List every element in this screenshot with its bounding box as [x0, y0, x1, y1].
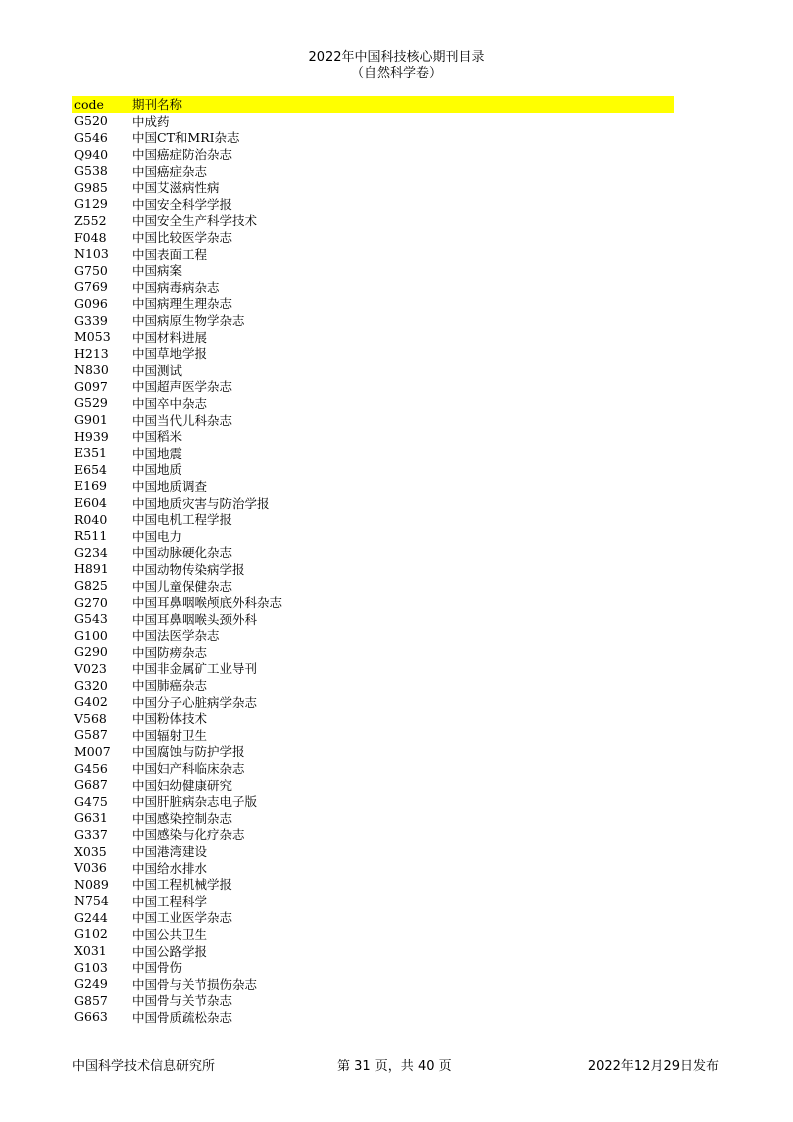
journal-code: M007 [74, 743, 111, 759]
journal-name: 中国安全生产科学技术 [132, 213, 258, 229]
journal-code: G234 [74, 544, 108, 560]
journal-code: R040 [74, 511, 108, 527]
table-row [72, 478, 674, 495]
journal-code: E604 [74, 495, 107, 511]
table-row [72, 826, 674, 843]
journal-name: 中国CT和MRI杂志 [132, 130, 240, 146]
journal-code: R511 [74, 528, 108, 544]
journal-name: 中国感染与化疗杂志 [132, 827, 245, 843]
table-row [72, 810, 674, 827]
journal-code: X035 [74, 843, 107, 859]
journal-name: 中国动脉硬化杂志 [132, 545, 233, 561]
table-row [72, 527, 674, 544]
journal-name: 中国工程科学 [132, 893, 208, 909]
table-row [72, 162, 674, 179]
table-row [72, 760, 674, 777]
journal-name: 中国感染控制杂志 [132, 810, 233, 826]
journal-name: 中国腐蚀与防护学报 [132, 744, 245, 760]
journal-name: 中国工程机械学报 [132, 877, 233, 893]
journal-name: 中国法医学杂志 [132, 628, 220, 644]
footer-page-number: 第 31 页，共 40 页 [337, 1059, 452, 1074]
table-row [72, 262, 674, 279]
table-row [72, 627, 674, 644]
journal-table [72, 96, 674, 1025]
table-row [72, 843, 674, 860]
journal-code: E351 [74, 445, 107, 461]
journal-name: 中国妇产科临床杂志 [132, 761, 245, 777]
table-row [72, 345, 674, 362]
journal-code: G337 [74, 826, 108, 842]
table-header-row [72, 96, 674, 113]
column-header-code: code [74, 96, 104, 112]
journal-name: 中国当代儿科杂志 [132, 412, 233, 428]
journal-code: G097 [74, 378, 108, 394]
journal-code: G270 [74, 594, 108, 610]
journal-name: 中国肝脏病杂志电子版 [132, 794, 258, 810]
journal-code: G901 [74, 412, 108, 428]
journal-code: G663 [74, 1009, 108, 1025]
table-row [72, 129, 674, 146]
table-row [72, 644, 674, 661]
table-row [72, 229, 674, 246]
journal-code: N103 [74, 246, 109, 262]
journal-name: 中国癌症防治杂志 [132, 147, 233, 163]
journal-name: 中国分子心脏病学杂志 [132, 694, 258, 710]
journal-name: 中国港湾建设 [132, 844, 208, 860]
journal-name: 中国公共卫生 [132, 926, 208, 942]
journal-code: M053 [74, 329, 111, 345]
journal-name: 中国耳鼻咽喉头颈外科 [132, 611, 258, 627]
table-row [72, 975, 674, 992]
journal-code: H891 [74, 561, 109, 577]
journal-name: 中国卒中杂志 [132, 395, 208, 411]
table-row [72, 992, 674, 1009]
journal-code: X031 [74, 943, 107, 959]
journal-name: 中成药 [132, 113, 170, 129]
table-row [72, 245, 674, 262]
table-row [72, 909, 674, 926]
journal-code: E169 [74, 478, 107, 494]
journal-name: 中国病原生物学杂志 [132, 313, 245, 329]
journal-code: G750 [74, 262, 108, 278]
table-row [72, 893, 674, 910]
table-row [72, 461, 674, 478]
journal-code: G103 [74, 959, 108, 975]
journal-name: 中国安全科学学报 [132, 196, 233, 212]
table-row [72, 146, 674, 163]
table-row [72, 677, 674, 694]
journal-name: 中国工业医学杂志 [132, 910, 233, 926]
journal-name: 中国公路学报 [132, 943, 208, 959]
journal-code: E654 [74, 461, 107, 477]
journal-name: 中国防痨杂志 [132, 644, 208, 660]
table-row [72, 727, 674, 744]
table-body [72, 113, 674, 1026]
column-header-name: 期刊名称 [132, 97, 183, 113]
journal-code: G687 [74, 777, 108, 793]
journal-code: Z552 [74, 212, 107, 228]
journal-code: G096 [74, 295, 108, 311]
table-row [72, 544, 674, 561]
table-row [72, 660, 674, 677]
journal-code: G290 [74, 644, 108, 660]
journal-code: G543 [74, 611, 108, 627]
table-row [72, 395, 674, 412]
journal-name: 中国病案 [132, 263, 183, 279]
table-row [72, 362, 674, 379]
journal-code: G475 [74, 793, 108, 809]
table-row [72, 411, 674, 428]
journal-name: 中国材料进展 [132, 329, 208, 345]
journal-code: G102 [74, 926, 108, 942]
journal-name: 中国电机工程学报 [132, 512, 233, 528]
journal-name: 中国地质调查 [132, 478, 208, 494]
table-row [72, 859, 674, 876]
table-row [72, 494, 674, 511]
journal-code: F048 [74, 229, 107, 245]
table-row [72, 312, 674, 329]
journal-name: 中国表面工程 [132, 246, 208, 262]
journal-code: G456 [74, 760, 108, 776]
journal-code: G529 [74, 395, 108, 411]
table-row [72, 295, 674, 312]
journal-code: V023 [74, 660, 107, 676]
journal-name: 中国辐射卫生 [132, 727, 208, 743]
journal-code: G129 [74, 196, 108, 212]
journal-name: 中国比较医学杂志 [132, 230, 233, 246]
table-row [72, 378, 674, 395]
document-title: 2022年中国科技核心期刊目录 [308, 50, 485, 65]
journal-name: 中国地质灾害与防治学报 [132, 495, 270, 511]
table-row [72, 942, 674, 959]
table-row [72, 776, 674, 793]
table-row [72, 577, 674, 594]
journal-code: N089 [74, 876, 109, 892]
journal-name: 中国癌症杂志 [132, 163, 208, 179]
journal-code: V036 [74, 860, 107, 876]
journal-name: 中国妇幼健康研究 [132, 777, 233, 793]
table-row [72, 710, 674, 727]
table-row [72, 959, 674, 976]
table-row [72, 428, 674, 445]
journal-code: G520 [74, 113, 108, 129]
journal-name: 中国超声医学杂志 [132, 379, 233, 395]
journal-name: 中国草地学报 [132, 346, 208, 362]
journal-name: 中国测试 [132, 362, 183, 378]
table-row [72, 561, 674, 578]
journal-code: G249 [74, 976, 108, 992]
journal-code: G320 [74, 677, 108, 693]
journal-name: 中国病毒病杂志 [132, 279, 220, 295]
document-subtitle: （自然科学卷） [350, 66, 442, 81]
table-row [72, 693, 674, 710]
journal-name: 中国给水排水 [132, 860, 208, 876]
table-row [72, 179, 674, 196]
journal-name: 中国骨伤 [132, 960, 183, 976]
journal-name: 中国电力 [132, 528, 183, 544]
table-row [72, 610, 674, 627]
footer-publisher: 中国科学技术信息研究所 [72, 1059, 216, 1074]
journal-code: H213 [74, 345, 109, 361]
table-row [72, 444, 674, 461]
journal-name: 中国肺癌杂志 [132, 678, 208, 694]
journal-code: N754 [74, 893, 109, 909]
table-row [72, 279, 674, 296]
journal-name: 中国艾滋病性病 [132, 180, 220, 196]
journal-name: 中国稻米 [132, 429, 183, 445]
journal-code: V568 [74, 710, 107, 726]
journal-code: G100 [74, 627, 108, 643]
journal-code: G244 [74, 909, 108, 925]
table-row [72, 876, 674, 893]
journal-name: 中国病理生理杂志 [132, 296, 233, 312]
journal-name: 中国儿童保健杂志 [132, 578, 233, 594]
journal-code: G587 [74, 727, 108, 743]
table-row [72, 511, 674, 528]
journal-code: Q940 [74, 146, 109, 162]
table-row [72, 113, 674, 130]
journal-code: G825 [74, 578, 108, 594]
journal-code: G538 [74, 163, 108, 179]
journal-code: G631 [74, 810, 108, 826]
journal-name: 中国骨与关节损伤杂志 [132, 976, 258, 992]
table-row [72, 328, 674, 345]
table-row [72, 594, 674, 611]
journal-name: 中国动物传染病学报 [132, 561, 245, 577]
table-row [72, 793, 674, 810]
journal-code: N830 [74, 362, 109, 378]
table-row [72, 196, 674, 213]
table-row [72, 212, 674, 229]
journal-code: G857 [74, 992, 108, 1008]
journal-name: 中国地质 [132, 462, 183, 478]
journal-code: G546 [74, 129, 108, 145]
journal-code: G769 [74, 279, 108, 295]
journal-name: 中国地震 [132, 445, 183, 461]
journal-name: 中国骨与关节杂志 [132, 993, 233, 1009]
journal-code: H939 [74, 428, 109, 444]
table-row [72, 1009, 674, 1026]
journal-code: G339 [74, 312, 108, 328]
footer-date: 2022年12月29日发布 [587, 1059, 719, 1074]
journal-code: G402 [74, 694, 108, 710]
journal-name: 中国耳鼻咽喉颅底外科杂志 [132, 595, 283, 611]
journal-code: G985 [74, 179, 108, 195]
journal-name: 中国骨质疏松杂志 [132, 1009, 233, 1025]
table-row [72, 926, 674, 943]
journal-name: 中国粉体技术 [132, 711, 208, 727]
table-row [72, 743, 674, 760]
journal-name: 中国非金属矿工业导刊 [132, 661, 258, 677]
